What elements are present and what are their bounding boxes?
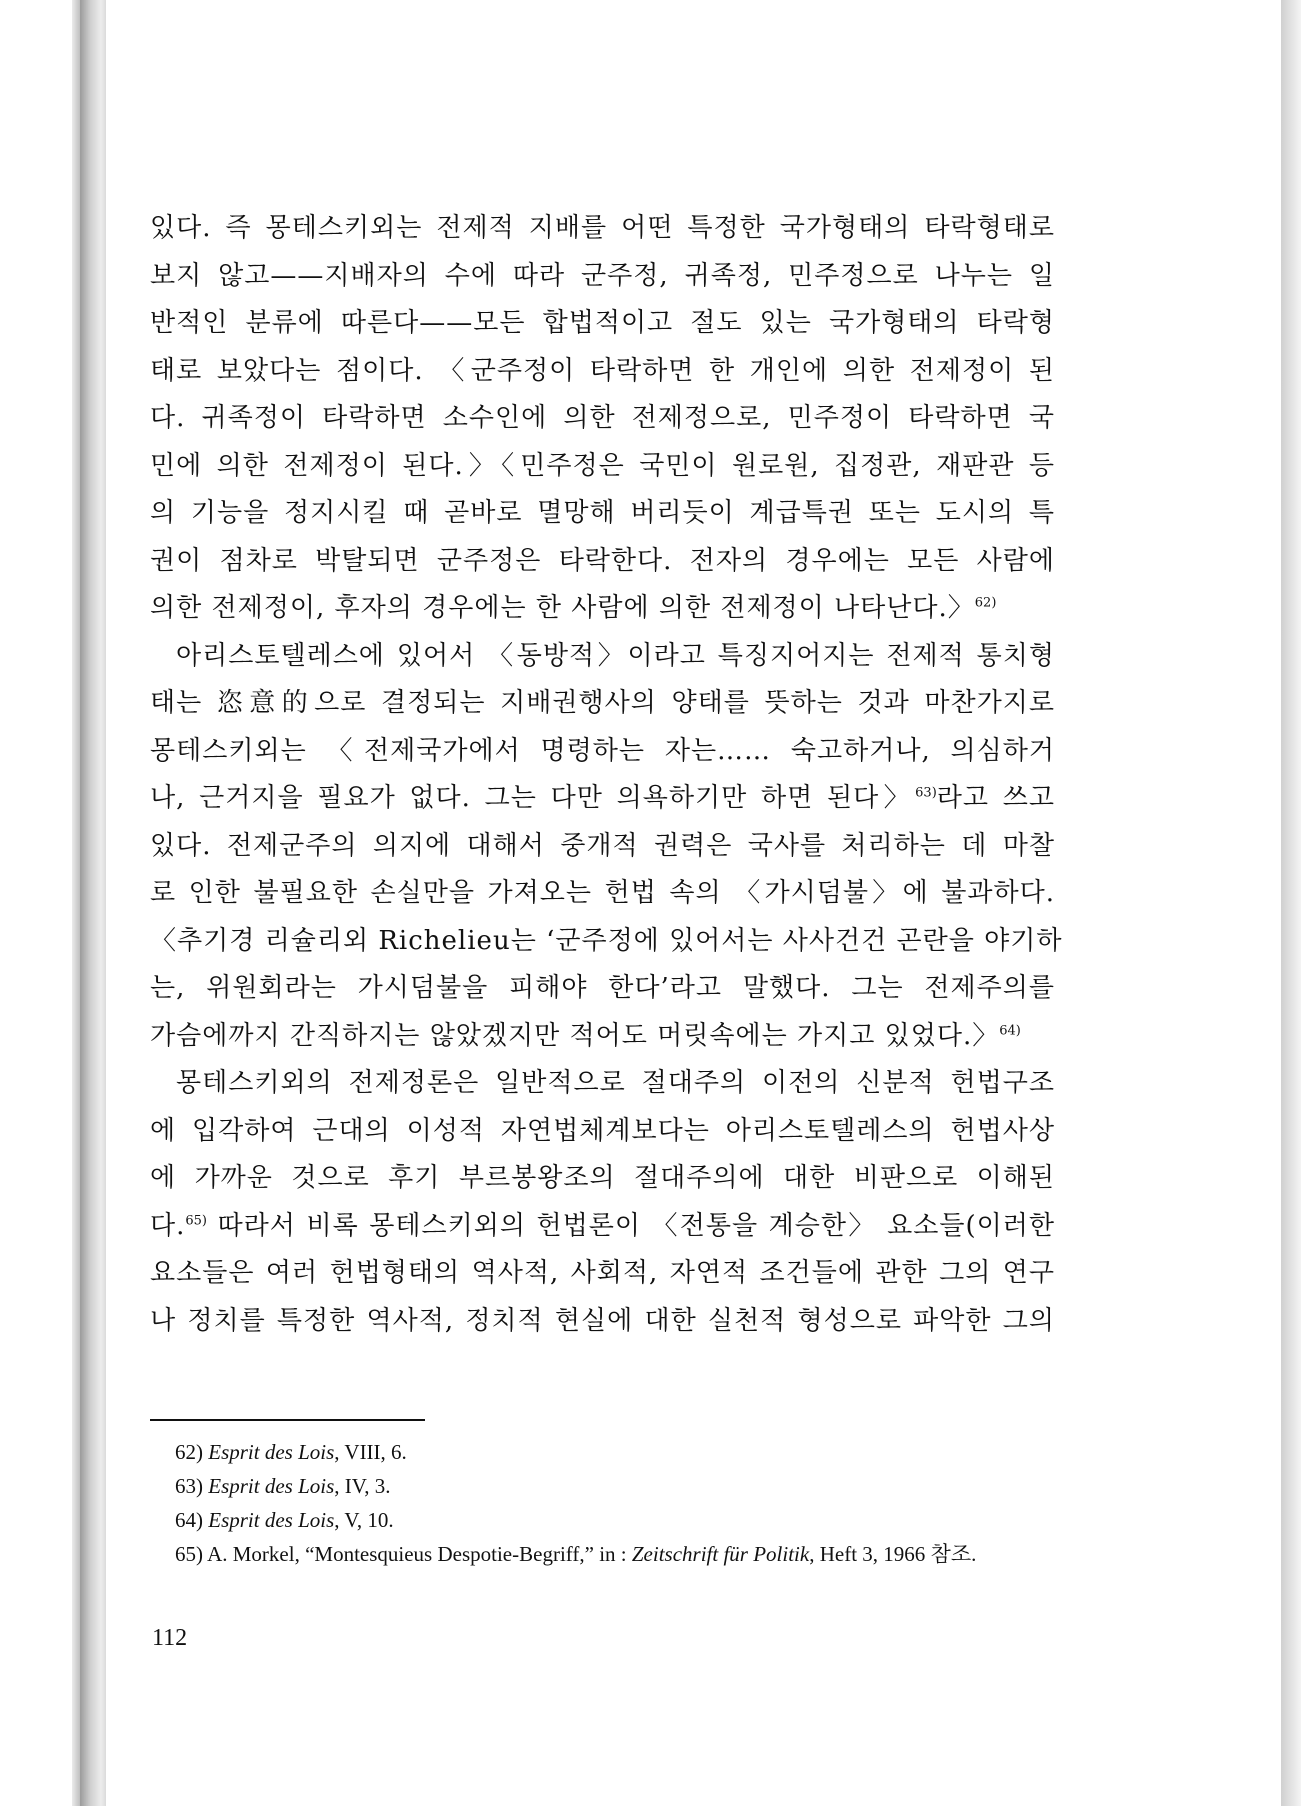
footnote-item (175, 1537, 1075, 1571)
footnote-title: Zeitschrift für Politik (631, 1542, 810, 1566)
footnote-rest: , V, 10. (334, 1508, 394, 1532)
body-line (150, 1203, 1055, 1251)
body-line: 민에 의한 전제정이 된다.〉〈민주정은 국민이 원로원, 집정관, 재판관 등 (150, 450, 1055, 481)
body-line (150, 1013, 1055, 1061)
page-number: 112 (152, 1625, 188, 1651)
body-line: 있다. 즉 몽테스키외는 전제적 지배를 어떤 특정한 국가형태의 타락형태로 (150, 213, 1055, 243)
footnote-title: Esprit des Lois (208, 1474, 335, 1498)
body-line (150, 775, 1055, 823)
footnote-ref: 63) (915, 785, 937, 801)
body-line: 나 정치를 특정한 역사적, 정치적 현실에 대한 실천적 형성으로 파악한 그의 (150, 1305, 1055, 1336)
footnotes (175, 1435, 1075, 1571)
body-line: 태는 恣意的으로 결정되는 지배권행사의 양태를 뜻하는 것과 마찬가지로 (150, 688, 1055, 718)
body-line-text: 라고 쓰고 (936, 783, 1055, 813)
footnote-divider (150, 1419, 425, 1421)
footnote-item (175, 1503, 1075, 1537)
footnote-pre: A. Morkel, “Montesquieus Despotie-Begriff,” in : (207, 1542, 632, 1566)
body-line: 요소들은 여러 헌법형태의 역사적, 사회적, 자연적 조건들에 관한 그의 연구 (150, 1258, 1055, 1288)
body-line: 몽테스키외의 전제정론은 일반적으로 절대주의 이전의 신분적 헌법구조 (176, 1068, 1055, 1098)
body-line: 다. 귀족정이 타락하면 소수인에 의한 전제정으로, 민주정이 타락하면 국 (150, 403, 1055, 433)
body-line-text: 나, 근거지을 필요가 없다. 그는 다만 의욕하기만 하면 된다〉 (150, 783, 916, 813)
body-line: 에 가까운 것으로 후기 부르봉왕조의 절대주의에 대한 비판으로 이해된 (150, 1163, 1055, 1193)
body-line: 는, 위원회라는 가시덤불을 피해야 한다’라고 말했다. 그는 전제주의를 (150, 973, 1055, 1003)
footnote-ref: 64) (999, 1022, 1021, 1038)
body-line: 반적인 분류에 따른다——모든 합법적이고 절도 있는 국가형태의 타락형 (150, 308, 1055, 338)
body-line (150, 585, 1055, 633)
body-line: 에 입각하여 근대의 이성적 자연법체계보다는 아리스토텔레스의 헌법사상 (150, 1115, 1055, 1146)
body-line-text: 다. (150, 1210, 186, 1241)
body-line-text: 따라서 비록 몽테스키외의 헌법론이 〈전통을 계승한〉 요소들(이러한 (207, 1210, 1055, 1241)
body-line-text: 가슴에까지 간직하지는 않았겠지만 적어도 머릿속에는 가지고 있었다.〉 (150, 1020, 1000, 1051)
footnote-number: 65) (175, 1542, 203, 1566)
footnote-item (175, 1469, 1075, 1503)
body-line: 의 기능을 정지시킬 때 곧바로 멸망해 버리듯이 계급특권 또는 도시의 특 (150, 498, 1055, 528)
body-line: 태로 보았다는 점이다. 〈군주정이 타락하면 한 개인에 의한 전제정이 된 (150, 355, 1055, 386)
footnote-rest: , IV, 3. (334, 1474, 391, 1498)
body-line: 있다. 전제군주의 의지에 대해서 중개적 권력은 국사를 처리하는 데 마찰 (150, 830, 1055, 861)
right-page-shadow (1281, 0, 1301, 1806)
footnote-ref: 65) (185, 1212, 208, 1228)
footnote-title: Esprit des Lois (208, 1440, 335, 1464)
body-line: 로 인한 불필요한 손실만을 가져오는 헌법 속의 〈가시덤불〉에 불과하다. (150, 878, 1055, 908)
footnote-ref: 62) (974, 595, 997, 611)
body-line: 보지 않고——지배자의 수에 따라 군주정, 귀족정, 민주정으로 나누는 일 (150, 260, 1055, 291)
body-line: 권이 점차로 박탈되면 군주정은 타락한다. 전자의 경우에는 모든 사람에 (150, 545, 1055, 576)
footnote-number: 62) (175, 1440, 203, 1464)
footnote-number: 63) (175, 1474, 203, 1498)
body-line-text: 의한 전제정이, 후자의 경우에는 한 사람에 의한 전제정이 나타난다.〉 (150, 593, 975, 623)
footnote-rest: , VIII, 6. (334, 1440, 407, 1464)
footnote-rest: , Heft 3, 1966 참조. (809, 1542, 977, 1566)
body-line: 아리스토텔레스에 있어서 〈동방적〉이라고 특징지어지는 전제적 통치형 (176, 640, 1055, 671)
body-text (150, 205, 1063, 1345)
footnote-item (175, 1435, 1075, 1469)
body-line: 몽테스키외는 〈전제국가에서 명령하는 자는…… 숙고하거나, 의심하거 (150, 735, 1055, 766)
page-edges (80, 0, 106, 1806)
footnote-title: Esprit des Lois (208, 1508, 335, 1532)
body-line: 〈추기경 리슐리외 Richelieu는 ‘군주정에 있어서는 사사건건 곤란을 야기하 (150, 925, 1063, 956)
footnote-number: 64) (175, 1508, 203, 1532)
